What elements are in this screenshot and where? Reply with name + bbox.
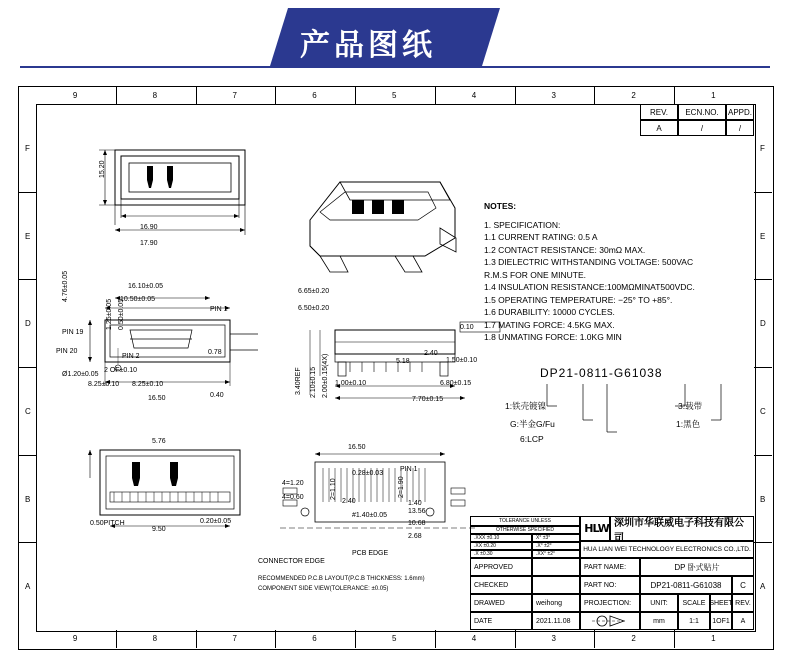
dim-flatness-0-10: 0.10: [460, 324, 474, 331]
ruler-left-A: A: [25, 582, 31, 592]
row-checked-label: CHECKED: [470, 576, 532, 594]
ruler-right-C: C: [760, 406, 766, 416]
ruler-top-6: 6: [312, 91, 317, 100]
scale-label: SCALE: [678, 594, 710, 612]
frame-tick: [18, 192, 36, 193]
frame-tick: [116, 86, 117, 104]
pin-20-label: PIN 20: [56, 348, 78, 355]
frame-tick: [754, 455, 772, 456]
row-drawed-value: weihong: [532, 594, 580, 612]
ruler-right-A: A: [760, 582, 766, 592]
part-no-rev: C: [732, 576, 754, 594]
pcb-pin1: PIN 1: [400, 466, 418, 473]
dim-2of010: 2 OF±0.10: [104, 367, 138, 374]
row-approved-label: APPROVED: [470, 558, 532, 576]
pcb-dim-0-28: 0.28±0.03: [352, 470, 384, 477]
ruler-top-8: 8: [152, 91, 158, 100]
tolerance-row1-a: .XXX ±0.10: [470, 534, 532, 542]
ruler-bottom-4: 4: [471, 634, 477, 643]
ruler-top-4: 4: [471, 91, 477, 100]
frame-tick: [116, 630, 117, 648]
tolerance-row2-a: .XX ±0.20: [470, 542, 532, 550]
tolerance-row3-b: .XX° ±2°: [532, 550, 580, 558]
ruler-left-F: F: [25, 143, 30, 153]
frame-tick: [674, 630, 675, 648]
frame-tick: [435, 630, 436, 648]
dim-16-10: 16.10±0.05: [128, 283, 163, 290]
rev-header-appd: APPD.: [726, 104, 754, 120]
dim-6-50: 6.50±0.20: [298, 305, 330, 312]
dim-6-80: 6.80±0.15: [440, 380, 472, 387]
frame-tick: [594, 86, 595, 104]
unit-label: UNIT:: [640, 594, 678, 612]
pin-19-label: PIN 19: [62, 329, 84, 336]
ruler-right-B: B: [760, 494, 766, 504]
tolerance-header: [470, 516, 580, 526]
ruler-bottom-8: 8: [152, 634, 158, 643]
frame-tick: [594, 630, 595, 648]
banner-title: 产品图纸: [300, 28, 436, 63]
ruler-top-3: 3: [551, 91, 556, 100]
rev-header-ecn: ECN.NO.: [678, 104, 726, 120]
dim-0-50-pitch: 0.50PITCH: [90, 520, 125, 527]
rev-label: REV.: [732, 594, 754, 612]
frame-tick: [196, 630, 197, 648]
ruler-top-9: 9: [72, 91, 78, 100]
dim-7-70: 7.70±0.15: [412, 396, 444, 403]
frame-tick: [355, 86, 356, 104]
note-line: 1.1 CURRENT RATING: 0.5 A: [484, 232, 598, 242]
dim-8-25-a: 8.25±0.10: [88, 381, 120, 388]
dim-6-65: 6.65±0.20: [298, 288, 330, 295]
company-name-en: HUA LIAN WEI TECHNOLOGY ELECTRONICS CO.,LTD.: [580, 541, 754, 558]
frame-tick: [435, 86, 436, 104]
note-line: 1.6 DURABILITY: 10000 CYCLES.: [484, 307, 615, 317]
part-code: DP21-0811-G61038: [540, 366, 663, 380]
dim-0-20: 0.20±0.05: [200, 518, 232, 525]
callout-tape: 3:载带: [678, 401, 703, 411]
pcb-dim-16-50: 16.50: [348, 444, 366, 451]
pcb-note-1: RECOMMENDED P.C.B LAYOUT(P.C.B THICKNESS: 1.6mm): [258, 576, 425, 582]
rev-cell-ecn: /: [678, 120, 726, 136]
note-line: 1.4 INSULATION RESISTANCE:100MΩMINAT500VDC.: [484, 282, 695, 292]
dim-1-25: 1.25±0.05: [106, 298, 113, 330]
pcb-edge-label: PCB EDGE: [352, 550, 389, 557]
pcb-dim-10-68: 10.68: [408, 520, 426, 527]
dim-17-90: 17.90: [140, 240, 158, 247]
pcb-dim-4-120: 4=1.20: [282, 480, 304, 487]
banner-underline: [20, 66, 770, 68]
notes-title: NOTES:: [484, 201, 517, 211]
tolerance-header-line1: TOLERANCE UNLESS: [499, 517, 551, 524]
pcb-dim-hole: #1.40±0.05: [352, 512, 387, 519]
ruler-left-C: C: [25, 406, 31, 416]
dim-16-50: 16.50: [148, 395, 166, 402]
ruler-left-D: D: [25, 319, 31, 329]
part-name-label: PART NAME:: [580, 558, 640, 576]
dim-8-25-b: 8.25±0.10: [132, 381, 164, 388]
callout-lcp: 6:LCP: [520, 434, 544, 444]
note-line: 1. SPECIFICATION:: [484, 219, 561, 230]
callout-color: 1:黑色: [676, 419, 701, 429]
ruler-top-2: 2: [631, 91, 636, 100]
ruler-bottom-6: 6: [312, 634, 317, 643]
sheet-label: SHEET: [710, 594, 732, 612]
dim-16-90: 16.90: [140, 224, 158, 231]
row-checked-value: [532, 576, 580, 594]
connector-edge-label: CONNECTOR EDGE: [258, 558, 325, 565]
dim-1-50: 1.50±0.10: [446, 357, 478, 364]
row-approved-value: [532, 558, 580, 576]
frame-tick: [515, 630, 516, 648]
dim-5-18: 5.18: [396, 358, 410, 365]
sheet-value: 1OF1: [710, 612, 732, 630]
ruler-bottom-5: 5: [392, 634, 397, 643]
ruler-left-E: E: [25, 231, 31, 241]
callout-shell: 1:铁壳镀镍: [505, 401, 547, 411]
frame-tick: [754, 542, 772, 543]
frame-tick: [18, 279, 36, 280]
dim-15-20: 15.20: [99, 160, 106, 178]
frame-tick: [355, 630, 356, 648]
pcb-dim-2-40: 2.40: [342, 498, 356, 505]
note-line: 1.3 DIELECTRIC WITHSTANDING VOLTAGE: 500VAC: [484, 257, 694, 267]
dim-0-78: 0.78: [208, 349, 222, 356]
company-name-cn-text: 深圳市华联威电子科技有限公司: [614, 517, 744, 544]
pin-1-label: PIN 1: [210, 306, 228, 313]
tolerance-row3-a: .X ±0.30: [470, 550, 532, 558]
dim-0-50: 0.50±0.05: [118, 298, 125, 330]
ruler-bottom-9: 9: [72, 634, 78, 643]
pcb-dim-1-40: 1.40: [408, 500, 422, 507]
dim-1-00: 1.00±0.10: [335, 380, 367, 387]
pcb-dim-2-110: 2=1.10: [330, 478, 337, 500]
dim-dia-1-20: Ø1.20±0.05: [62, 371, 99, 378]
pcb-dim-13-56: 13.56: [408, 508, 426, 515]
part-no-value: DP21-0811-G61038: [640, 576, 732, 594]
frame-tick: [196, 86, 197, 104]
pcb-dim-2-190: 2=1.90: [398, 476, 405, 498]
tolerance-row2-b: .X° ±2°: [532, 542, 580, 550]
projection-symbol: [580, 612, 640, 630]
company-name-cn: [610, 516, 754, 544]
ruler-bottom-3: 3: [551, 634, 556, 643]
row-date-value: 2021.11.08: [532, 612, 580, 630]
title-block: [470, 516, 754, 630]
note-line: 1.2 CONTACT RESISTANCE: 30mΩ MAX.: [484, 244, 646, 255]
dim-4-76: 4.76±0.05: [62, 270, 69, 302]
frame-tick: [515, 86, 516, 104]
dim-2-40: 2.40: [424, 350, 438, 357]
ruler-right-F: F: [760, 143, 765, 153]
frame-tick: [754, 192, 772, 193]
note-line: 1.5 OPERATING TEMPERATURE: −25° TO +85°.: [484, 294, 673, 305]
pcb-note-2: COMPONENT SIDE VIEW(TOLERANCE: ±0.05): [258, 586, 389, 592]
row-date-label: DATE: [470, 612, 532, 630]
ruler-top-1: 1: [711, 91, 716, 100]
rev-cell-appd: /: [726, 120, 754, 136]
ruler-top-5: 5: [392, 91, 397, 100]
pcb-dim-2-68: 2.68: [408, 533, 422, 540]
frame-tick: [754, 279, 772, 280]
frame-tick: [18, 367, 36, 368]
frame-tick: [754, 367, 772, 368]
ruler-left-B: B: [25, 494, 31, 504]
hlw-logo-text: HLW: [584, 522, 609, 535]
pin-2-label: PIN 2: [122, 353, 140, 360]
frame-tick: [275, 630, 276, 648]
part-no-label: PART NO:: [580, 576, 640, 594]
ruler-bottom-7: 7: [232, 634, 237, 643]
note-line: 1.7 MATING FORCE: 4.5KG MAX.: [484, 319, 615, 330]
frame-tick: [18, 455, 36, 456]
rev-value: A: [732, 612, 754, 630]
unit-value: mm: [640, 612, 678, 630]
row-drawed-label: DRAWED: [470, 594, 532, 612]
page-banner: [0, 0, 790, 76]
dim-3-40ref: 3.40REF: [295, 367, 302, 395]
dim-10-50: 10.50±0.05: [120, 296, 155, 303]
note-line: R.M.S FOR ONE MINUTE.: [484, 269, 586, 280]
dim-9-50: 9.50: [152, 526, 166, 533]
callout-plating: G:半金G/Fu: [510, 419, 555, 429]
notes-block: [484, 200, 744, 344]
dim-2-00-4x: 2.00±0.15(4X): [322, 353, 329, 398]
dim-0-40: 0.40: [210, 392, 224, 399]
ruler-bottom-1: 1: [711, 634, 716, 643]
frame-tick: [674, 86, 675, 104]
tolerance-row1-b: X° ±3°: [532, 534, 580, 542]
rev-cell-rev: A: [640, 120, 678, 136]
dim-2-10: 2.10±0.15: [310, 366, 317, 398]
dim-5-76: 5.76: [152, 438, 166, 445]
ruler-right-E: E: [760, 231, 766, 241]
ruler-bottom-2: 2: [631, 634, 636, 643]
scale-value: 1:1: [678, 612, 710, 630]
tolerance-subheader: OTHERWISE SPECIFIED: [470, 526, 580, 534]
company-logo: [580, 516, 610, 541]
part-name-value: DP 卧式贴片: [640, 558, 754, 576]
rev-header-rev: REV.: [640, 104, 678, 120]
revision-table: [470, 104, 754, 149]
pcb-dim-4-060: 4=0.60: [282, 494, 304, 501]
projection-label: PROJECTION:: [580, 594, 640, 612]
note-line: 1.8 UNMATING FORCE: 1.0KG MIN: [484, 332, 622, 342]
frame-tick: [275, 86, 276, 104]
ruler-right-D: D: [760, 319, 766, 329]
frame-tick: [18, 542, 36, 543]
ruler-top-7: 7: [232, 91, 237, 100]
